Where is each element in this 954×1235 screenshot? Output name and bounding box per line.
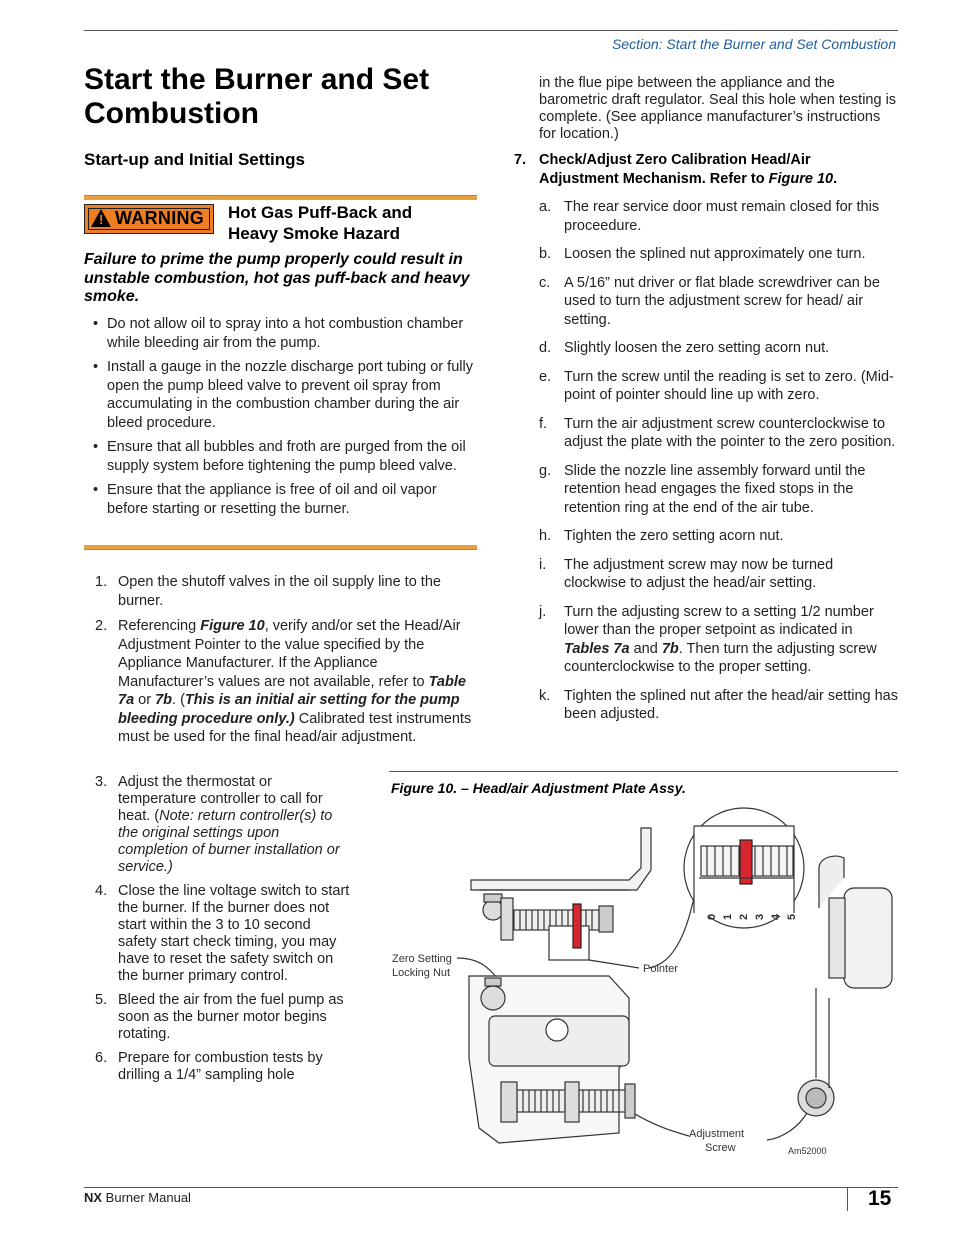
- zero-setting-label-1: Zero Setting: [392, 953, 452, 965]
- list-item: d. Slightly loosen the zero setting acorn nut.: [539, 340, 830, 356]
- step-6-continued: in the flue pipe between the appliance and the barometric draft regulator. Seal this hole when testing is complete. (See appliance manufacturer’s instructions for location.): [539, 75, 897, 142]
- scale-label-4: 4: [770, 913, 782, 920]
- adjustment-screw-label-2: Screw: [705, 1142, 736, 1154]
- list-item: a. The rear service door must remain closed for this proceedure.: [539, 199, 880, 234]
- adjustment-screw-label-1: Adjustment: [689, 1128, 745, 1140]
- warning-badge-label: WARNING: [115, 208, 205, 228]
- scale-label-0: 0: [706, 913, 718, 920]
- pointer-label: Pointer: [643, 963, 678, 975]
- figure-reference: Figure 10: [200, 618, 265, 634]
- step-1: 1. Open the shutoff valves in the oil supply line to the burner.: [95, 574, 441, 609]
- warning-body: Failure to prime the pump properly could result in unstable combustion, hot gas puff-back and heavy smoke.: [84, 251, 470, 305]
- zero-setting-label-2: Locking Nut: [392, 967, 451, 979]
- list-item: h. Tighten the zero setting acorn nut.: [539, 528, 784, 544]
- warning-bottom-rule: [84, 545, 477, 550]
- hazard-title: Hot Gas Puff-Back and Heavy Smoke Hazard: [228, 203, 413, 243]
- step-5: 5. Bleed the air from the fuel pump as soon as the burner motor begins rotating.: [95, 992, 344, 1042]
- section-header: Section: Start the Burner and Set Combustion: [611, 36, 896, 52]
- warning-bullet-list: [84, 315, 479, 524]
- head-air-adjustment-figure: [389, 798, 898, 1164]
- list-item: f. Turn the air adjustment screw counterclockwise to adjust the plate with the pointer to the zero position.: [539, 415, 896, 450]
- warning-badge: [84, 204, 214, 234]
- page-number-divider: [847, 1187, 848, 1211]
- steps-list-lower: [95, 774, 350, 1091]
- list-item: • Do not allow oil to spray into a hot combustion chamber while bleeding air from the pump.: [93, 316, 464, 351]
- steps-list-upper: [95, 573, 475, 754]
- step-3: 3. Adjust the thermostat or temperature controller to call for heat. (Note: return controller(s) to the original settings upon completion of burner installation or service.): [95, 774, 340, 875]
- list-item: b. Loosen the splined nut approximately one turn.: [539, 246, 866, 262]
- list-item: • Ensure that the appliance is free of oil and oil vapor before starting or resetting the burner.: [93, 482, 437, 517]
- scale-label-1: 1: [722, 913, 734, 920]
- list-item: e. Turn the screw until the reading is set to zero. (Mid-point of pointer should line up with zero.: [539, 368, 894, 403]
- list-item: • Install a gauge in the nozzle discharge port tubing or fully open the pump bleed valve to prevent oil spray from accumulating in the combustion chamber during the air bleed procedure.: [93, 359, 473, 431]
- list-item: g. Slide the nozzle line assembly forward until the retention head engages the fixed stops in the retention ring at the end of the air tube.: [539, 462, 866, 516]
- footer-rule: [84, 1187, 898, 1188]
- figure-code: Am52000: [788, 1146, 827, 1156]
- footer-title: NX Burner Manual: [84, 1190, 191, 1205]
- page-number: 15: [868, 1187, 892, 1210]
- step-7: 7. Check/Adjust Zero Calibration Head/Air Adjustment Mechanism. Refer to Figure 10.: [514, 152, 838, 187]
- step-4: 4. Close the line voltage switch to start the burner. If the burner does not start within the 3 to 10 second safety start check timing, you may have to reset the safety switch on the burner primary control.: [95, 883, 350, 984]
- warning-top-rule: [84, 195, 477, 200]
- page-title: Start the Burner and Set Combustion: [84, 63, 430, 130]
- scale-label-3: 3: [754, 913, 766, 920]
- scale-label-2: 2: [738, 913, 750, 920]
- figure-rule: [389, 771, 898, 772]
- scale-label-5: 5: [786, 913, 798, 920]
- step-7-substeps: [539, 198, 899, 734]
- header-rule: [84, 30, 898, 31]
- list-item: c. A 5/16” nut driver or flat blade screwdriver can be used to turn the adjustment screw for head/ air setting.: [539, 274, 880, 328]
- step-2: 2. Referencing Figure 10, verify and/or set the Head/Air Adjustment Pointer to the value specified by the Appliance Manufacturer. If the Appliance Manufacturer’s values are not available, refer to Table 7a or 7b. (This is an initial air setting for the pump bleeding procedure only.) Calibrated test instruments must be used for the final head/air adjustment.: [95, 618, 472, 745]
- list-item: i. The adjustment screw may now be turned clockwise to adjust the head/air setting.: [539, 556, 834, 591]
- list-item: • Ensure that all bubbles and froth are purged from the oil supply system before tightening the pump bleed valve.: [93, 439, 466, 474]
- list-item: j. Turn the adjusting screw to a setting 1/2 number lower than the proper setpoint as indicated in Tables 7a and 7b. Then turn the adjusting screw counterclockwise to the proper setting.: [539, 603, 877, 675]
- step-6: 6. Prepare for combustion tests by drilling a 1/4” sampling hole: [95, 1050, 323, 1083]
- warning-triangle-icon: !: [91, 209, 111, 227]
- figure-caption: Figure 10. – Head/air Adjustment Plate Assy.: [391, 780, 686, 796]
- list-item: k. Tighten the splined nut after the head/air setting has been adjusted.: [539, 687, 898, 722]
- section-subhead: Start-up and Initial Settings: [84, 150, 306, 169]
